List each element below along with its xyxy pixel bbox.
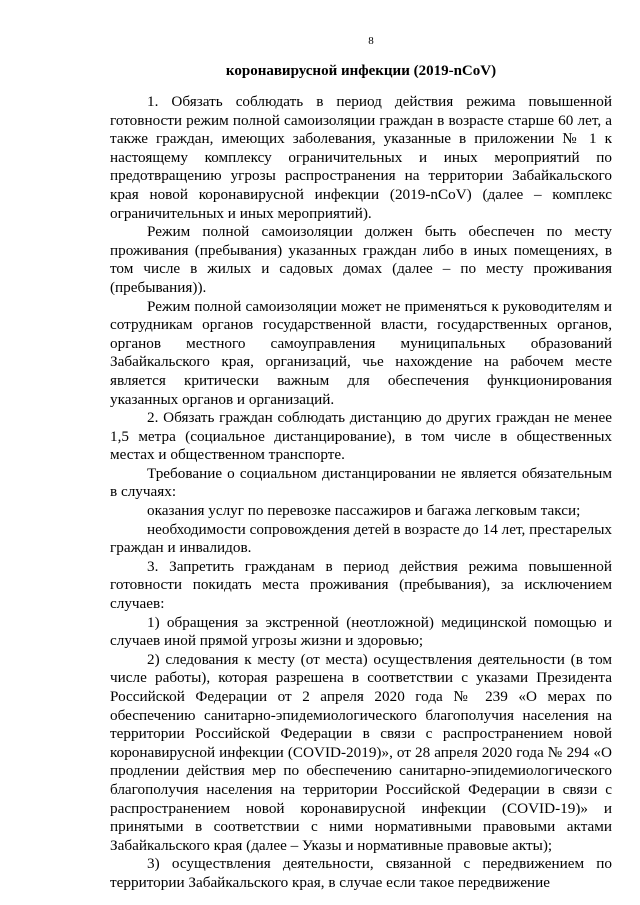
paragraph-9: 1) обращения за экстренной (неотложной) медицинской помощью и случаев иной прямой угрозы жизни и здоровью;: [110, 613, 612, 650]
paragraph-4: 2. Обязать граждан соблюдать дистанцию до других граждан не менее 1,5 метра (социальное дистанцирование), в том числе в общественных местах и общественном транспорте.: [110, 409, 612, 464]
paragraph-5: Требование о социальном дистанцировании не является обязательным в случаях:: [110, 464, 612, 501]
paragraph-6: оказания услуг по перевозке пассажиров и багажа легковым такси;: [147, 502, 581, 520]
section-heading: коронавирусной инфекции (2019-nCoV): [225, 63, 497, 79]
paragraph-7: необходимости сопровождения детей в возрасте до 14 лет, престарелых граждан и инвалидов.: [110, 520, 612, 557]
paragraph-2: Режим полной самоизоляции должен быть обеспечен по месту проживания (пребывания) указанных граждан либо в иных помещениях, в том числе в жилых и садовых домах (далее – по месту проживания (пребывания)).: [110, 223, 612, 296]
paragraph-8: 3. Запретить гражданам в период действия режима повышенной готовности покидать места проживания (пребывания), за исключением случаев:: [110, 557, 612, 613]
paragraph-1: 1. Обязать соблюдать в период действия режима повышенной готовности режим полной самоизоляции граждан в возрасте старше 60 лет, а также граждан, имеющих заболевания, указанные в приложении № 1 к настоящему комплексу ограничительных и иных мероприятий по предотвращению угрозы распространения на территории Забайкальского края новой коронавирусной инфекции (2019-nCoV) (далее – комплекс ограничительных и иных мероприятий).: [110, 93, 612, 222]
paragraph-3: Режим полной самоизоляции может не применяться к руководителям и сотрудникам органов государственной власти, государственных органов, органов местного самоуправления муниципальных образований Забайкальского края, организаций, чье нахождение на рабочем месте является критически важным для обеспечения функционирования указанных органов и организаций.: [110, 297, 612, 408]
page-number: 8: [368, 35, 374, 47]
paragraph-10: 2) следования к месту (от места) осуществления деятельности (в том числе работы), которая разрешена в соответствии с указами Президента Российской Федерации от 2 апреля 2020 года № 239 «О мерах по обеспечению санитарно-эпидемиологического благополучия населения на территории Российской Федерации в связи с распространением новой коронавирусной инфекции (COVID-2019)», от 28 апреля 2020 года № 294 «О продлении действия мер по обеспечению санитарно-эпидемиологического благополучия населения на территории Российской Федерации в связи с распространением новой коронавирусной инфекции (COVID-19)» и принятыми в соответствии с ними нормативными правовыми актами Забайкальского края (далее – Указы и нормативные правовые акты);: [110, 650, 612, 854]
paragraph-11: 3) осуществления деятельности, связанной с передвижением по территории Забайкальского края, в случае если такое передвижение: [110, 855, 612, 891]
document-body: [110, 93, 612, 893]
